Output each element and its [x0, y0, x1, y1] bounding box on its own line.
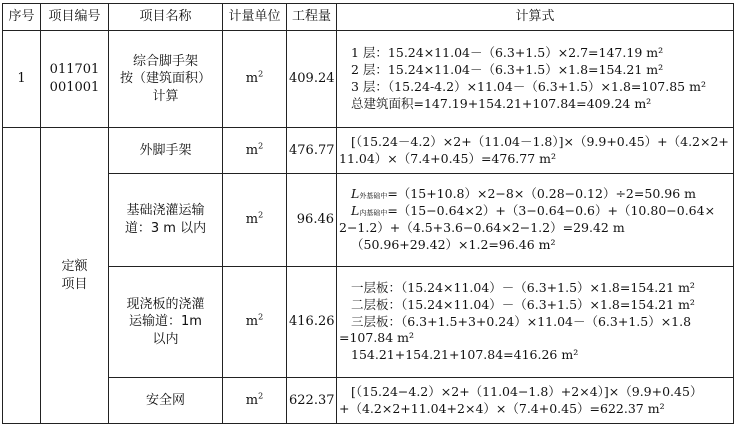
formula-line [339, 186, 731, 203]
name-cell [109, 31, 223, 128]
name-line: 计算 [152, 88, 179, 104]
formula-line: 3 层：（15.24-4.2）×11.04－（6.3+1.5）×1.8=107.85 m² [351, 79, 706, 94]
table-row [3, 378, 734, 424]
unit-base: m [245, 212, 259, 228]
table-row [3, 174, 734, 267]
formula-line: [（15.24−4.2）×2+（11.04−1.8）+2×4）]×（9.9+0.45） [351, 383, 703, 399]
unit-base: m [245, 392, 259, 408]
formula-line: 总建筑面积=147.19+154.21+107.84=409.24 m² [351, 95, 652, 111]
name-line: 外脚手架 [139, 142, 192, 158]
formula-line: 154.21+154.21+107.84=416.26 m² [351, 347, 579, 363]
quantity-cell: 622.37 [287, 378, 337, 424]
name-cell [109, 378, 223, 424]
unit-base: m [245, 71, 259, 87]
header-row [3, 4, 734, 31]
formula-line: +（4.2×2+11.04+2×4）×（7.4+0.45）=622.37 m² [339, 400, 665, 416]
name-line: 安全网 [145, 392, 185, 408]
formula-line: 一层板：（15.24×11.04）－（6.3+1.5）×1.8=154.21 m² [351, 279, 695, 295]
quantity-cell: 476.77 [287, 128, 337, 174]
header-formula: 计算式 [337, 4, 734, 31]
name-line: 基础浇灌运输 [126, 203, 205, 219]
code-line: 001001 [49, 80, 100, 95]
formula-line: 11.04）×（7.4+0.45）=476.77 m² [339, 150, 556, 166]
unit-cell [223, 174, 287, 267]
formula-line: 1 层：15.24×11.04－（6.3+1.5）×2.7=147.19 m² [351, 45, 664, 61]
unit-cell [223, 31, 287, 128]
quantity-cell: 96.46 [287, 174, 337, 267]
name-line: 运输道：1m [129, 314, 202, 330]
unit-exponent: 2 [258, 210, 264, 220]
unit-base: m [245, 314, 259, 330]
name-cell [109, 267, 223, 378]
formula-subscript: 内基础中 [359, 209, 388, 218]
quantity-cell: 416.26 [287, 267, 337, 378]
unit-cell [223, 128, 287, 174]
header-unit: 计量单位 [223, 4, 287, 31]
formula-cell [337, 267, 734, 378]
unit-cell [223, 267, 287, 378]
group-label-cell [41, 128, 109, 424]
name-line: 综合脚手架 [132, 53, 198, 69]
formula-line: 2 层：15.24×11.04－（6.3+1.5）×1.8=154.21 m² [351, 62, 664, 78]
header-seq: 序号 [3, 4, 41, 31]
formula-line: =107.84 m² [339, 330, 415, 346]
name-line: 现浇板的浇灌 [126, 296, 205, 312]
code-line: 011701 [49, 62, 100, 78]
name-line: 道：3 m 以内 [124, 221, 207, 236]
table-row [3, 128, 734, 174]
seq-cell [3, 128, 41, 424]
formula-cell [337, 378, 734, 424]
formula-cell [337, 128, 734, 174]
unit-exponent: 2 [258, 69, 264, 79]
header-name: 项目名称 [109, 4, 223, 31]
seq-cell: 1 [3, 31, 41, 128]
unit-exponent: 2 [258, 141, 264, 151]
formula-text: =（15+10.8）×2−8×（0.28−0.12）÷2=50.96 m [387, 186, 696, 202]
unit-cell [223, 378, 287, 424]
name-cell [109, 174, 223, 267]
unit-exponent: 2 [258, 312, 264, 322]
quantity-cell: 409.24 [287, 31, 337, 128]
quantity-calculation-table [2, 3, 734, 424]
table-row [3, 31, 734, 128]
formula-symbol-l: L [351, 203, 360, 219]
table-row [3, 267, 734, 378]
formula-line: 三层板：（6.3+1.5+3+0.24）×11.04－（6.3+1.5）×1.8 [351, 313, 692, 329]
formula-line [339, 203, 731, 220]
header-code: 项目编号 [41, 4, 109, 31]
name-cell [109, 128, 223, 174]
formula-cell [337, 31, 734, 128]
unit-base: m [245, 142, 259, 158]
unit-exponent: 2 [258, 391, 264, 401]
formula-line: 二层板：（15.24×11.04）－（6.3+1.5）×1.8=154.21 m² [351, 296, 695, 312]
header-quantity: 工程量 [287, 4, 337, 31]
formula-line: [（15.24－4.2）×2+（11.04－1.8）]×（9.9+0.45）+（4.2×2+ [351, 133, 729, 149]
name-line: 以内 [152, 331, 179, 347]
name-line: 按（建筑面积） [119, 71, 211, 87]
formula-symbol-l: L [351, 186, 360, 202]
code-cell [41, 31, 109, 128]
formula-line: 2−1.2）+（4.5+3.6−0.64×2−1.2）=29.42 m [339, 220, 625, 235]
group-label-line: 定额 [61, 258, 88, 274]
group-label-line: 项目 [61, 276, 88, 292]
formula-line: （50.96+29.42）×1.2=96.46 m² [351, 236, 556, 252]
formula-subscript: 外基础中 [359, 192, 388, 201]
formula-cell [337, 174, 734, 267]
formula-text: =（15−0.64×2）+（3−0.64−0.6）+（10.80−0.64× [387, 203, 716, 219]
